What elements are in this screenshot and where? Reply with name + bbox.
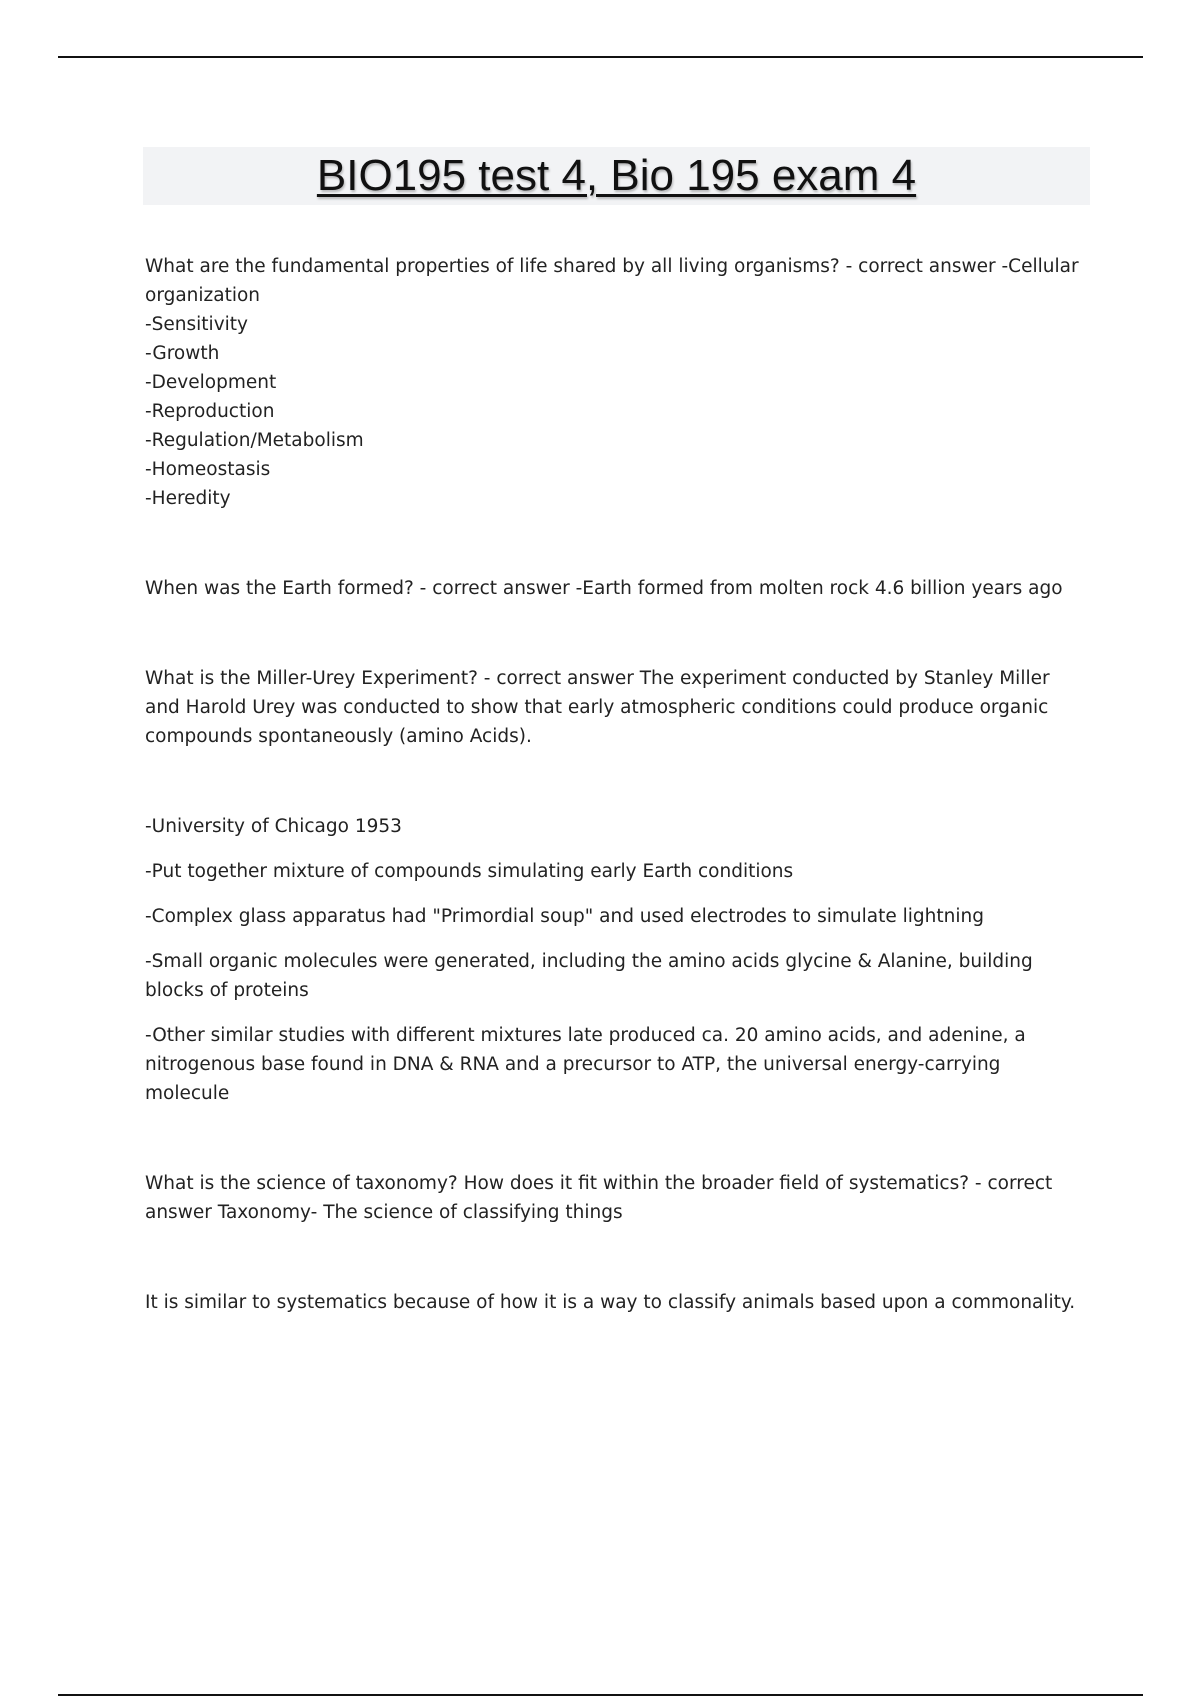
document-title: BIO195 test 4, Bio 195 exam 4 xyxy=(316,151,917,200)
spacer xyxy=(145,513,1085,574)
spacer xyxy=(145,751,1085,812)
spacer xyxy=(145,603,1085,664)
list-item: -Heredity xyxy=(145,488,231,509)
qa-question-2: When was the Earth formed? - correct answer -Earth formed from molten rock 4.6 billion years ago xyxy=(145,578,1063,599)
list-item: -Development xyxy=(145,372,277,393)
qa-question-1: What are the fundamental properties of life shared by all living organisms? - correct answer -Cellular organization xyxy=(145,256,1079,306)
document-body xyxy=(145,252,1085,1317)
list-item: -University of Chicago 1953 xyxy=(145,816,402,837)
list-item: -Complex glass apparatus had "Primordial soup" and used electrodes to simulate lightning xyxy=(145,906,984,927)
qa-question-4: What is the science of taxonomy? How does it fit within the broader field of systematics? - correct answer Taxonomy- The science of classifying things xyxy=(145,1173,1053,1223)
qa-1-list xyxy=(145,310,1085,513)
bottom-rule xyxy=(58,1694,1143,1696)
list-item: -Put together mixture of compounds simulating early Earth conditions xyxy=(145,861,794,882)
spacer xyxy=(145,1108,1085,1169)
title-band xyxy=(143,147,1090,205)
list-item: -Reproduction xyxy=(145,401,275,422)
qa-question-3: What is the Miller-Urey Experiment? - correct answer The experiment conducted by Stanley Miller and Harold Urey was conducted to show that early atmospheric conditions could produce organic compounds spontaneously (amino Acids). xyxy=(145,668,1050,747)
qa-followup-4: It is similar to systematics because of how it is a way to classify animals based upon a commonality. xyxy=(145,1292,1076,1313)
list-item: -Homeostasis xyxy=(145,459,271,480)
list-item: -Regulation/Metabolism xyxy=(145,430,364,451)
list-item: -Sensitivity xyxy=(145,314,248,335)
qa-3-list xyxy=(145,812,1085,1108)
list-item: -Other similar studies with different mixtures late produced ca. 20 amino acids, and adenine, a nitrogenous base found in DNA & RNA and a precursor to ATP, the universal energy-carrying molecule xyxy=(145,1025,1026,1104)
list-item: -Small organic molecules were generated, including the amino acids glycine & Alanine, building blocks of proteins xyxy=(145,951,1033,1001)
spacer xyxy=(145,1227,1085,1288)
top-rule xyxy=(58,56,1143,58)
list-item: -Growth xyxy=(145,343,220,364)
